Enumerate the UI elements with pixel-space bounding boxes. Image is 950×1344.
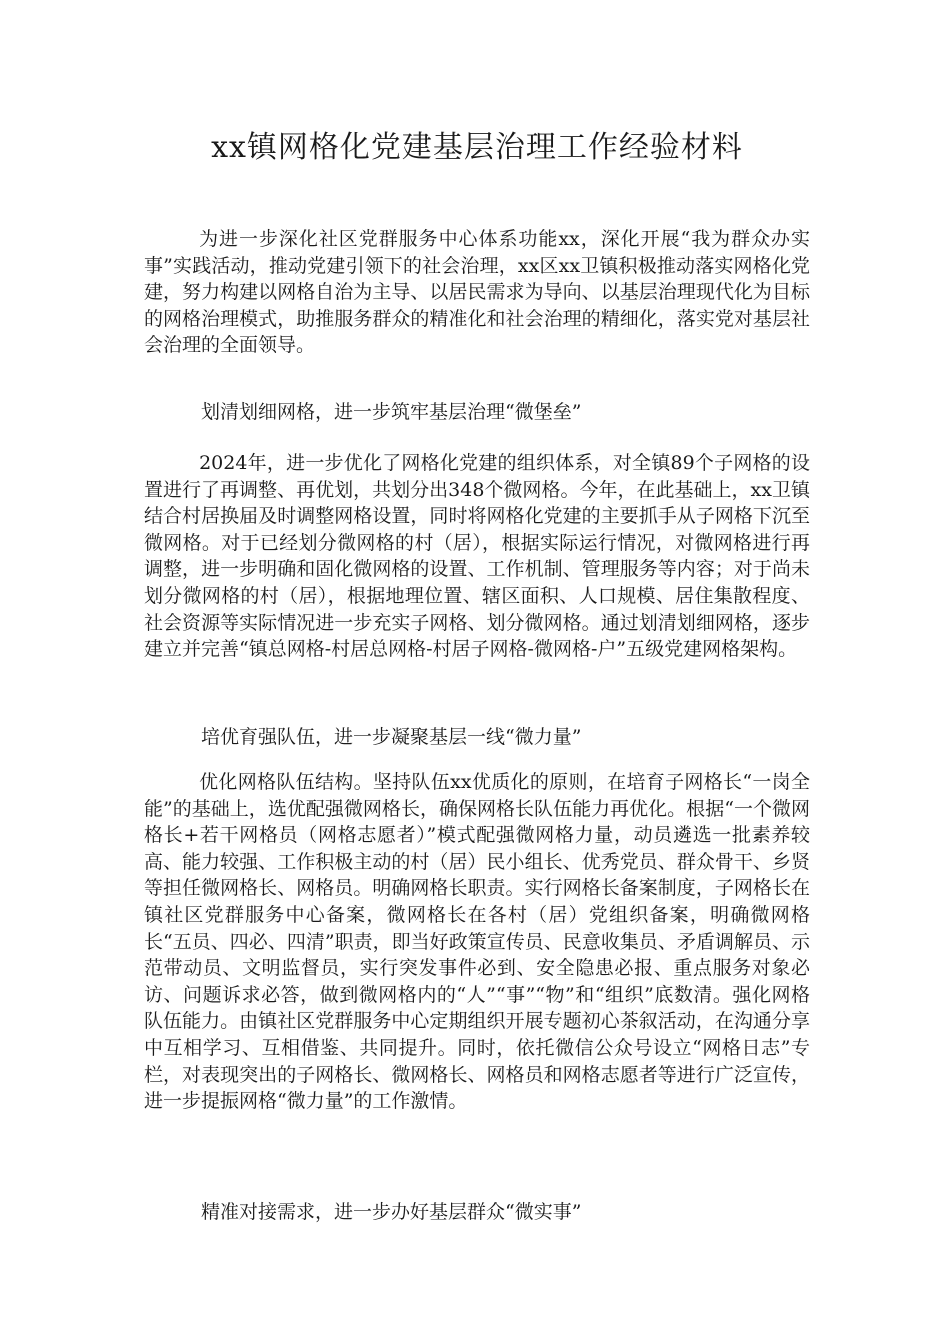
- section-heading-needs: 精准对接需求，进一步办好基层群众“微实事”: [201, 1201, 582, 1223]
- document-title: xx镇网格化党建基层治理工作经验材料: [211, 130, 743, 165]
- section-body-team: 优化网格队伍结构。坚持队伍xx优质化的原则，在培育子网格长“一岗全能”的基础上，选优配强微网格长，确保网格长队伍能力再优化。根据“一个微网格长+若干网格员（网格志愿者）”模式配强微网格力量，动员遴选一批素养较高、能力较强、工作积极主动的村（居）民小组长、优秀党员、群众骨干、乡贤等担任微网格长、网格员。明确网格长职责。实行网格长备案制度，子网格长在镇社区党群服务中心备案，微网格长在各村（居）党组织备案，明确微网格长“五员、四必、四清”职责，即当好政策宣传员、民意收集员、矛盾调解员、示范带动员、文明监督员，实行突发事件必到、安全隐患必报、重点服务对象必访、问题诉求必答，做到微网格内的“人”“事”“物”和“组织”底数清。强化网格队伍能力。由镇社区党群服务中心定期组织开展专题初心茶叙活动，在沟通分享中互相学习、互相借鉴、共同提升。同时，依托微信公众号设立“网格日志”专栏，对表现突出的子网格长、微网格长、网格员和网格志愿者等进行广泛宣传，进一步提振网格“微力量”的工作激情。: [144, 771, 810, 1113]
- section-body-grid: 2024年，进一步优化了网格化党建的组织体系，对全镇89个子网格的设置进行了再调整、再优划，共划分出348个微网格。今年，在此基础上，xx卫镇结合村居换届及时调整网格设置，同时将网格化党建的主要抓手从子网格下沉至微网格。对于已经划分微网格的村（居），根据实际运行情况，对微网格进行再调整，进一步明确和固化微网格的设置、工作机制、管理服务等内容；对于尚未划分微网格的村（居），根据地理位置、辖区面积、人口规模、居住集散程度、社会资源等实际情况进一步充实子网格、划分微网格。通过划清划细网格，逐步建立并完善“镇总网格-村居总网格-村居子网格-微网格-户”五级党建网格架构。: [144, 452, 810, 661]
- intro-paragraph: 为进一步深化社区党群服务中心体系功能xx，深化开展“我为群众办实事”实践活动，推动党建引领下的社会治理，xx区xx卫镇积极推动落实网格化党建，努力构建以网格自治为主导、以居民需求为导向、以基层治理现代化为目标的网格治理模式，助推服务群众的精准化和社会治理的精细化，落实党对基层社会治理的全面领导。: [144, 228, 810, 357]
- section-heading-grid: 划清划细网格，进一步筑牢基层治理“微堡垒”: [201, 401, 582, 423]
- section-heading-team: 培优育强队伍，进一步凝聚基层一线“微力量”: [201, 726, 582, 748]
